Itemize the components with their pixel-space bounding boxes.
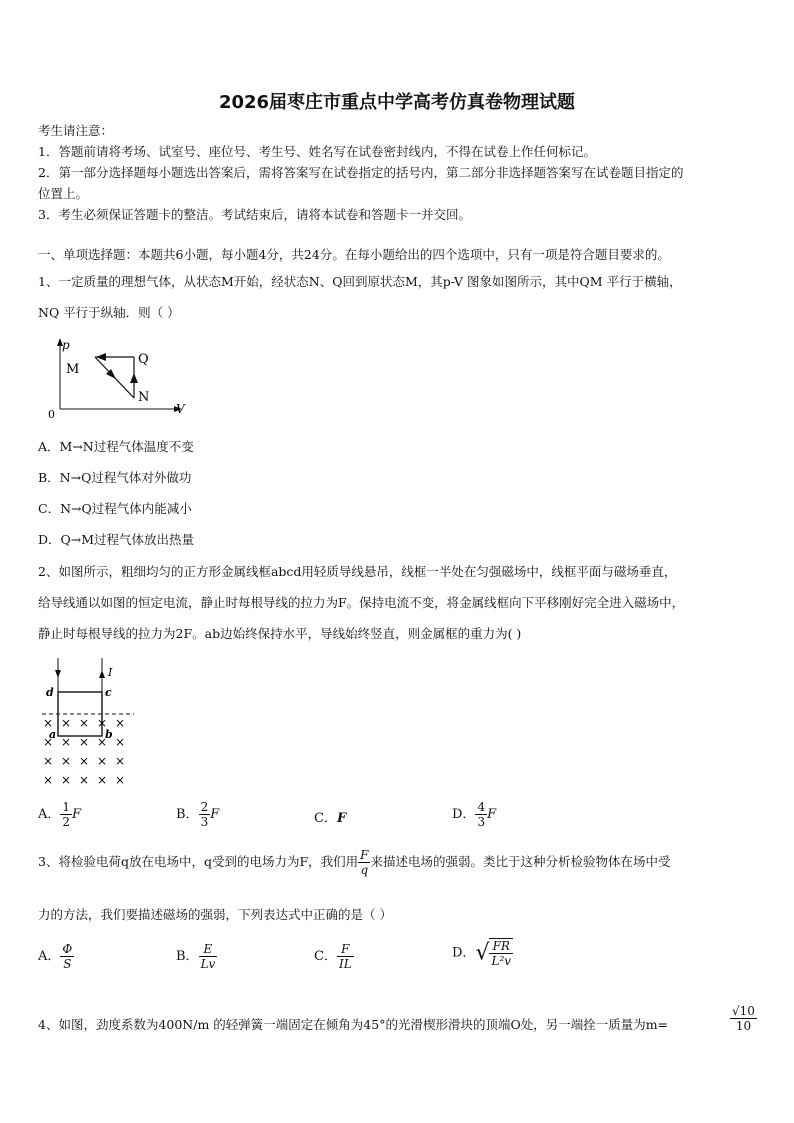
current-label: I [108,666,113,679]
q1-stem: NQ 平行于纵轴．则（ ） [38,305,180,320]
v-axis-label: V [176,402,185,416]
q2-option-c: C．F [314,811,347,826]
field-mark: × [96,735,108,749]
q3-option-c: C． $\frac{F}{IL}$ [314,942,352,971]
q2-stem: 2、如图所示，粗细均匀的正方形金属线框abcd用轻质导线悬吊，线框一半处在匀强磁场中，线框平面与磁场垂直， [38,564,677,579]
q4-stem: 4、如图，劲度系数为400N/m 的轻弹簧一端固定在倾角为45°的光滑楔形滑块的顶端O处，另一端拴一质量为m= [38,1017,669,1032]
corner-a-label: a [49,728,57,741]
sqrt-sign: √ [475,940,490,966]
corner-b-label: b [105,728,113,741]
field-mark: × [42,754,54,768]
corner-c-label: c [105,686,112,699]
q1-option-a: A．M→N过程气体温度不变 [38,439,194,454]
notice-item: 1．答题前请将考场、试室号、座位号、考生号、姓名写在试卷密封线内，不得在试卷上作任何标记。 [38,144,596,159]
field-mark: × [60,735,72,749]
q2-stem: 给导线通以如图的恒定电流，静止时每根导线的拉力为F。保持电流不变，将金属线框向下平移刚好完全进入磁场中， [38,595,685,610]
q2-option-d: D． $\frac{4}{3}$ F [452,800,497,829]
notice-heading: 考生请注意： [38,123,114,138]
field-mark: × [96,773,108,787]
point-q-label: Q [138,352,149,367]
field-mark: × [96,716,108,730]
q2-option-b: B． $\frac{2}{3}$ F [176,800,220,829]
field-mark: × [42,773,54,787]
frame-diagram [38,656,148,792]
field-mark: × [60,716,72,730]
q1-option-c: C．N→Q过程气体内能减小 [38,501,192,516]
field-mark: × [96,754,108,768]
q3-option-d: D．√ $\frac{FR}{\text{L²v}}$ [452,939,512,968]
origin-label: 0 [48,408,55,421]
notice-item: 位置上。 [38,186,89,201]
field-mark: × [114,716,126,730]
section-heading: 一、单项选择题：本题共6小题，每小题4分，共24分。在每小题给出的四个选项中，只有一项是符合题目要求的。 [38,247,670,262]
q4-mass-fraction: $\frac{√10}{10}$ [732,1004,755,1033]
field-mark: × [42,735,54,749]
q1-option-b: B．N→Q过程气体对外做功 [38,470,192,485]
notice-item: 2．第一部分选择题每小题选出答案后，需将答案写在试卷指定的括号内，第二部分非选择题答案写在试卷题目指定的 [38,165,684,180]
q3-stem: 3、将检验电荷q放在电场中，q受到的电场力为F，我们用 $\frac{F}{q}$ 来描述电场的强弱。类比于这种分析检验物体在场中受 [38,848,671,877]
field-mark: × [60,773,72,787]
pv-diagram [40,335,200,425]
q2-stem: 静止时每根导线的拉力为2F。ab边始终保持水平，导线始终竖直，则金属框的重力为( ) [38,626,522,641]
q3-option-a: A． $\frac{\Phi}{S}$ [38,942,73,971]
field-mark: × [114,735,126,749]
q1-stem: 1、一定质量的理想气体，从状态M开始，经状态N、Q回到原状态M，其p-V 图象如图所示，其中QM 平行于横轴， [38,274,682,289]
q1-option-d: D．Q→M过程气体放出热量 [38,532,195,547]
field-mark: × [114,773,126,787]
point-m-label: M [66,362,80,377]
page-title: 2026届枣庄市重点中学高考仿真卷物理试题 [218,92,576,113]
point-n-label: N [138,390,150,405]
corner-d-label: d [46,686,54,699]
field-mark: × [78,735,90,749]
q3-option-b: B． $\frac{E}{Lv}$ [176,942,216,971]
p-axis-label: p [62,338,70,352]
field-mark: × [60,754,72,768]
field-mark: × [42,716,54,730]
field-mark: × [78,754,90,768]
notice-item: 3．考生必须保证答题卡的整洁。考试结束后，请将本试卷和答题卡一并交回。 [38,207,471,222]
field-mark: × [114,754,126,768]
q2-option-a: A． $\frac{1}{2}$ F [38,800,82,829]
field-mark: × [78,773,90,787]
field-mark: × [78,716,90,730]
q3-stem: 力的方法，我们要描述磁场的强弱，下列表达式中正确的是（ ） [38,907,392,922]
